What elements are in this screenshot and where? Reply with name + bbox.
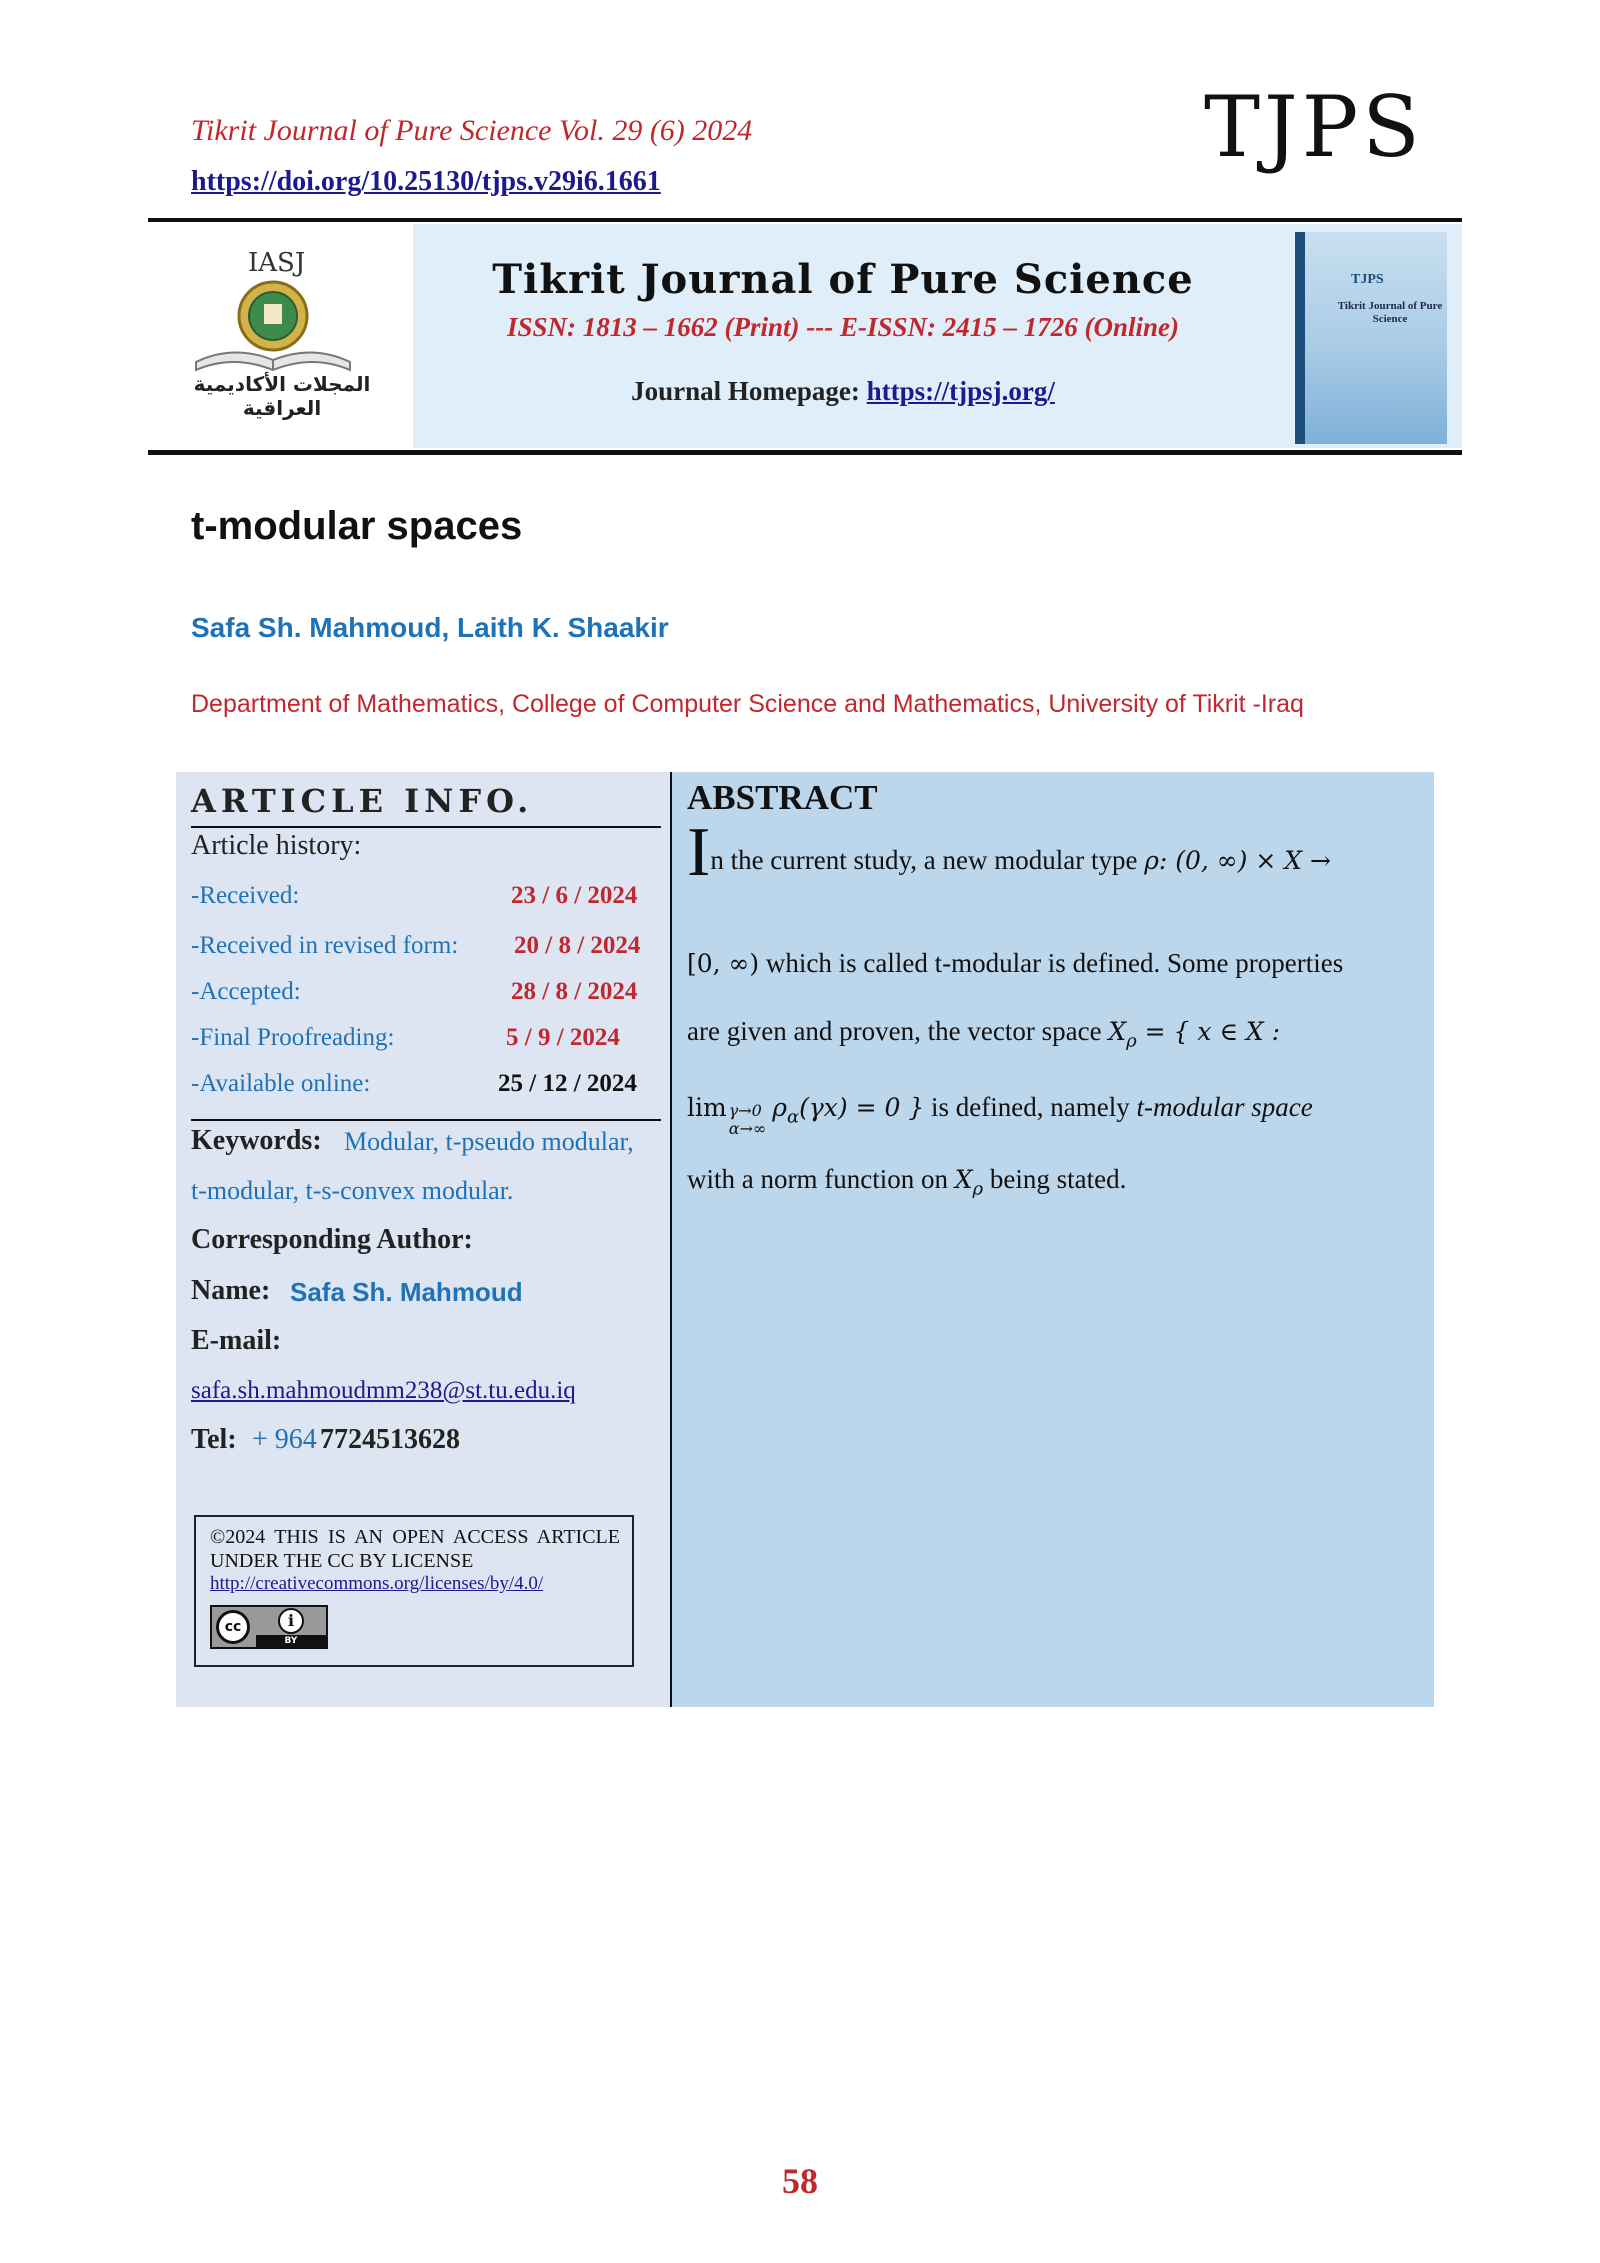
history-received-label: -Received: <box>191 882 300 909</box>
history-online-label: -Available online: <box>191 1070 371 1097</box>
by-label: BY <box>256 1635 326 1647</box>
header-rule <box>148 218 1462 222</box>
abstract-lim-subscripts <box>729 1102 767 1138</box>
abstract-sub-3: ρ <box>1126 1030 1137 1052</box>
abstract-math-4: ρ <box>772 1093 787 1122</box>
abstract-sub-4: α <box>786 1106 800 1128</box>
email-link[interactable]: safa.sh.mahmoudmm238@st.tu.edu.iq <box>191 1377 576 1404</box>
tel-label: Tel: <box>191 1424 237 1455</box>
iasj-logo-text: IASJ <box>248 248 306 278</box>
homepage-label: Journal Homepage: <box>631 376 867 406</box>
abstract-lim: lim <box>687 1093 727 1122</box>
abstract-lim-sub-bottom: α→∞ <box>728 1119 767 1138</box>
cc-by-badge[interactable] <box>210 1605 328 1649</box>
abstract-text-4: is defined, namely <box>924 1092 1137 1122</box>
abstract-math-3b: = { x ∈ X : <box>1136 1017 1281 1046</box>
abstract-line-2 <box>687 948 1419 979</box>
abstract-italic-4: t-modular space <box>1136 1092 1313 1122</box>
doi-link[interactable]: https://doi.org/10.25130/tjps.v29i6.1661 <box>191 166 661 197</box>
journal-citation: Tikrit Journal of Pure Science Vol. 29 (6) 2024 <box>191 114 753 147</box>
license-text: ©2024 THIS IS AN OPEN ACCESS ARTICLE UNDER THE CC BY LICENSE <box>210 1526 620 1572</box>
article-info-heading: ARTICLE INFO. <box>191 782 534 820</box>
abstract-text-2: which is called t-modular is defined. Some properties <box>759 948 1344 978</box>
cover-abbr: TJPS <box>1351 272 1384 287</box>
history-received-date: 23 / 6 / 2024 <box>511 882 638 909</box>
abstract-math-1: ρ: (0, ∞) × X → <box>1144 846 1331 875</box>
abstract-text-1: n the current study, a new modular type <box>710 845 1145 875</box>
page-number: 58 <box>782 2161 818 2201</box>
abstract-dropcap: I <box>687 814 711 891</box>
email-label: E-mail: <box>191 1325 282 1356</box>
abstract-panel <box>672 772 1434 1707</box>
journal-banner <box>148 224 1462 448</box>
cover-image <box>1295 232 1447 444</box>
article-info-panel <box>176 772 671 1707</box>
tel-number: 7724513628 <box>320 1424 460 1455</box>
corresponding-author-label: Corresponding Author: <box>191 1224 473 1255</box>
abstract-lim-sub-top: γ→0 <box>728 1101 762 1120</box>
history-proofreading-date: 5 / 9 / 2024 <box>506 1024 620 1051</box>
keywords-rule <box>191 1119 661 1121</box>
cover-title: Tikrit Journal of Pure Science <box>1337 300 1443 325</box>
history-online-date: 25 / 12 / 2024 <box>498 1070 637 1097</box>
author-name: Safa Sh. Mahmoud <box>290 1277 523 1307</box>
attribution-icon: i <box>278 1608 304 1634</box>
history-revised-date: 20 / 8 / 2024 <box>514 932 641 959</box>
abstract-text-5b: being stated. <box>983 1164 1127 1194</box>
abstract-math-3: X <box>1108 1017 1127 1046</box>
paper-affiliation: Department of Mathematics, College of Computer Science and Mathematics, University of Tikrit -Iraq <box>191 690 1304 718</box>
open-book-icon <box>188 274 358 374</box>
banner-rule-bottom <box>148 450 1462 455</box>
iasj-arabic-label: المجلات الأكاديمية العراقية <box>193 372 371 420</box>
abstract-text-5: with a norm function on <box>687 1164 955 1194</box>
abstract-math-4b: (γx) = 0 } <box>799 1093 925 1122</box>
abstract-text-3: are given and proven, the vector space <box>687 1016 1109 1046</box>
history-accepted-date: 28 / 8 / 2024 <box>511 978 638 1005</box>
history-accepted-label: -Accepted: <box>191 978 301 1005</box>
history-proofreading-label: -Final Proofreading: <box>191 1024 395 1051</box>
article-history-label: Article history: <box>191 830 362 861</box>
license-box <box>194 1515 634 1667</box>
keywords-line-2: t-modular, t-s-convex modular. <box>191 1176 514 1205</box>
abstract-line-4 <box>687 1092 1419 1138</box>
journal-cover <box>1273 224 1462 448</box>
abstract-line-3 <box>687 1016 1419 1051</box>
journal-title: Tikrit Journal of Pure Science <box>492 256 1194 303</box>
cc-icon: cc <box>216 1610 250 1644</box>
abstract-line-1 <box>687 814 1419 891</box>
abstract-heading: ABSTRACT <box>687 778 878 817</box>
banner-center <box>413 224 1273 448</box>
keywords-label: Keywords: <box>191 1125 322 1156</box>
journal-homepage <box>413 376 1273 407</box>
history-revised-label: -Received in revised form: <box>191 932 459 959</box>
license-link[interactable]: http://creativecommons.org/licenses/by/4.0/ <box>210 1573 544 1594</box>
abstract-math-5: X <box>954 1165 973 1194</box>
keywords-line-1: Modular, t-pseudo modular, <box>344 1127 634 1156</box>
iasj-logo <box>148 224 413 448</box>
tel-prefix: + 964 <box>252 1424 317 1455</box>
journal-issn: ISSN: 1813 – 1662 (Print) --- E-ISSN: 2415 – 1726 (Online) <box>506 312 1180 342</box>
name-label: Name: <box>191 1275 271 1306</box>
homepage-link[interactable]: https://tjpsj.org/ <box>866 376 1055 406</box>
paper-title: t-modular spaces <box>191 504 523 548</box>
tjps-logo: TJPS <box>1204 78 1424 176</box>
abstract-sub-5: ρ <box>972 1178 984 1200</box>
abstract-math-2: [0, ∞) <box>687 949 760 978</box>
abstract-line-5 <box>687 1164 1419 1199</box>
article-info-rule <box>191 826 661 828</box>
paper-authors: Safa Sh. Mahmoud, Laith K. Shaakir <box>191 612 669 643</box>
